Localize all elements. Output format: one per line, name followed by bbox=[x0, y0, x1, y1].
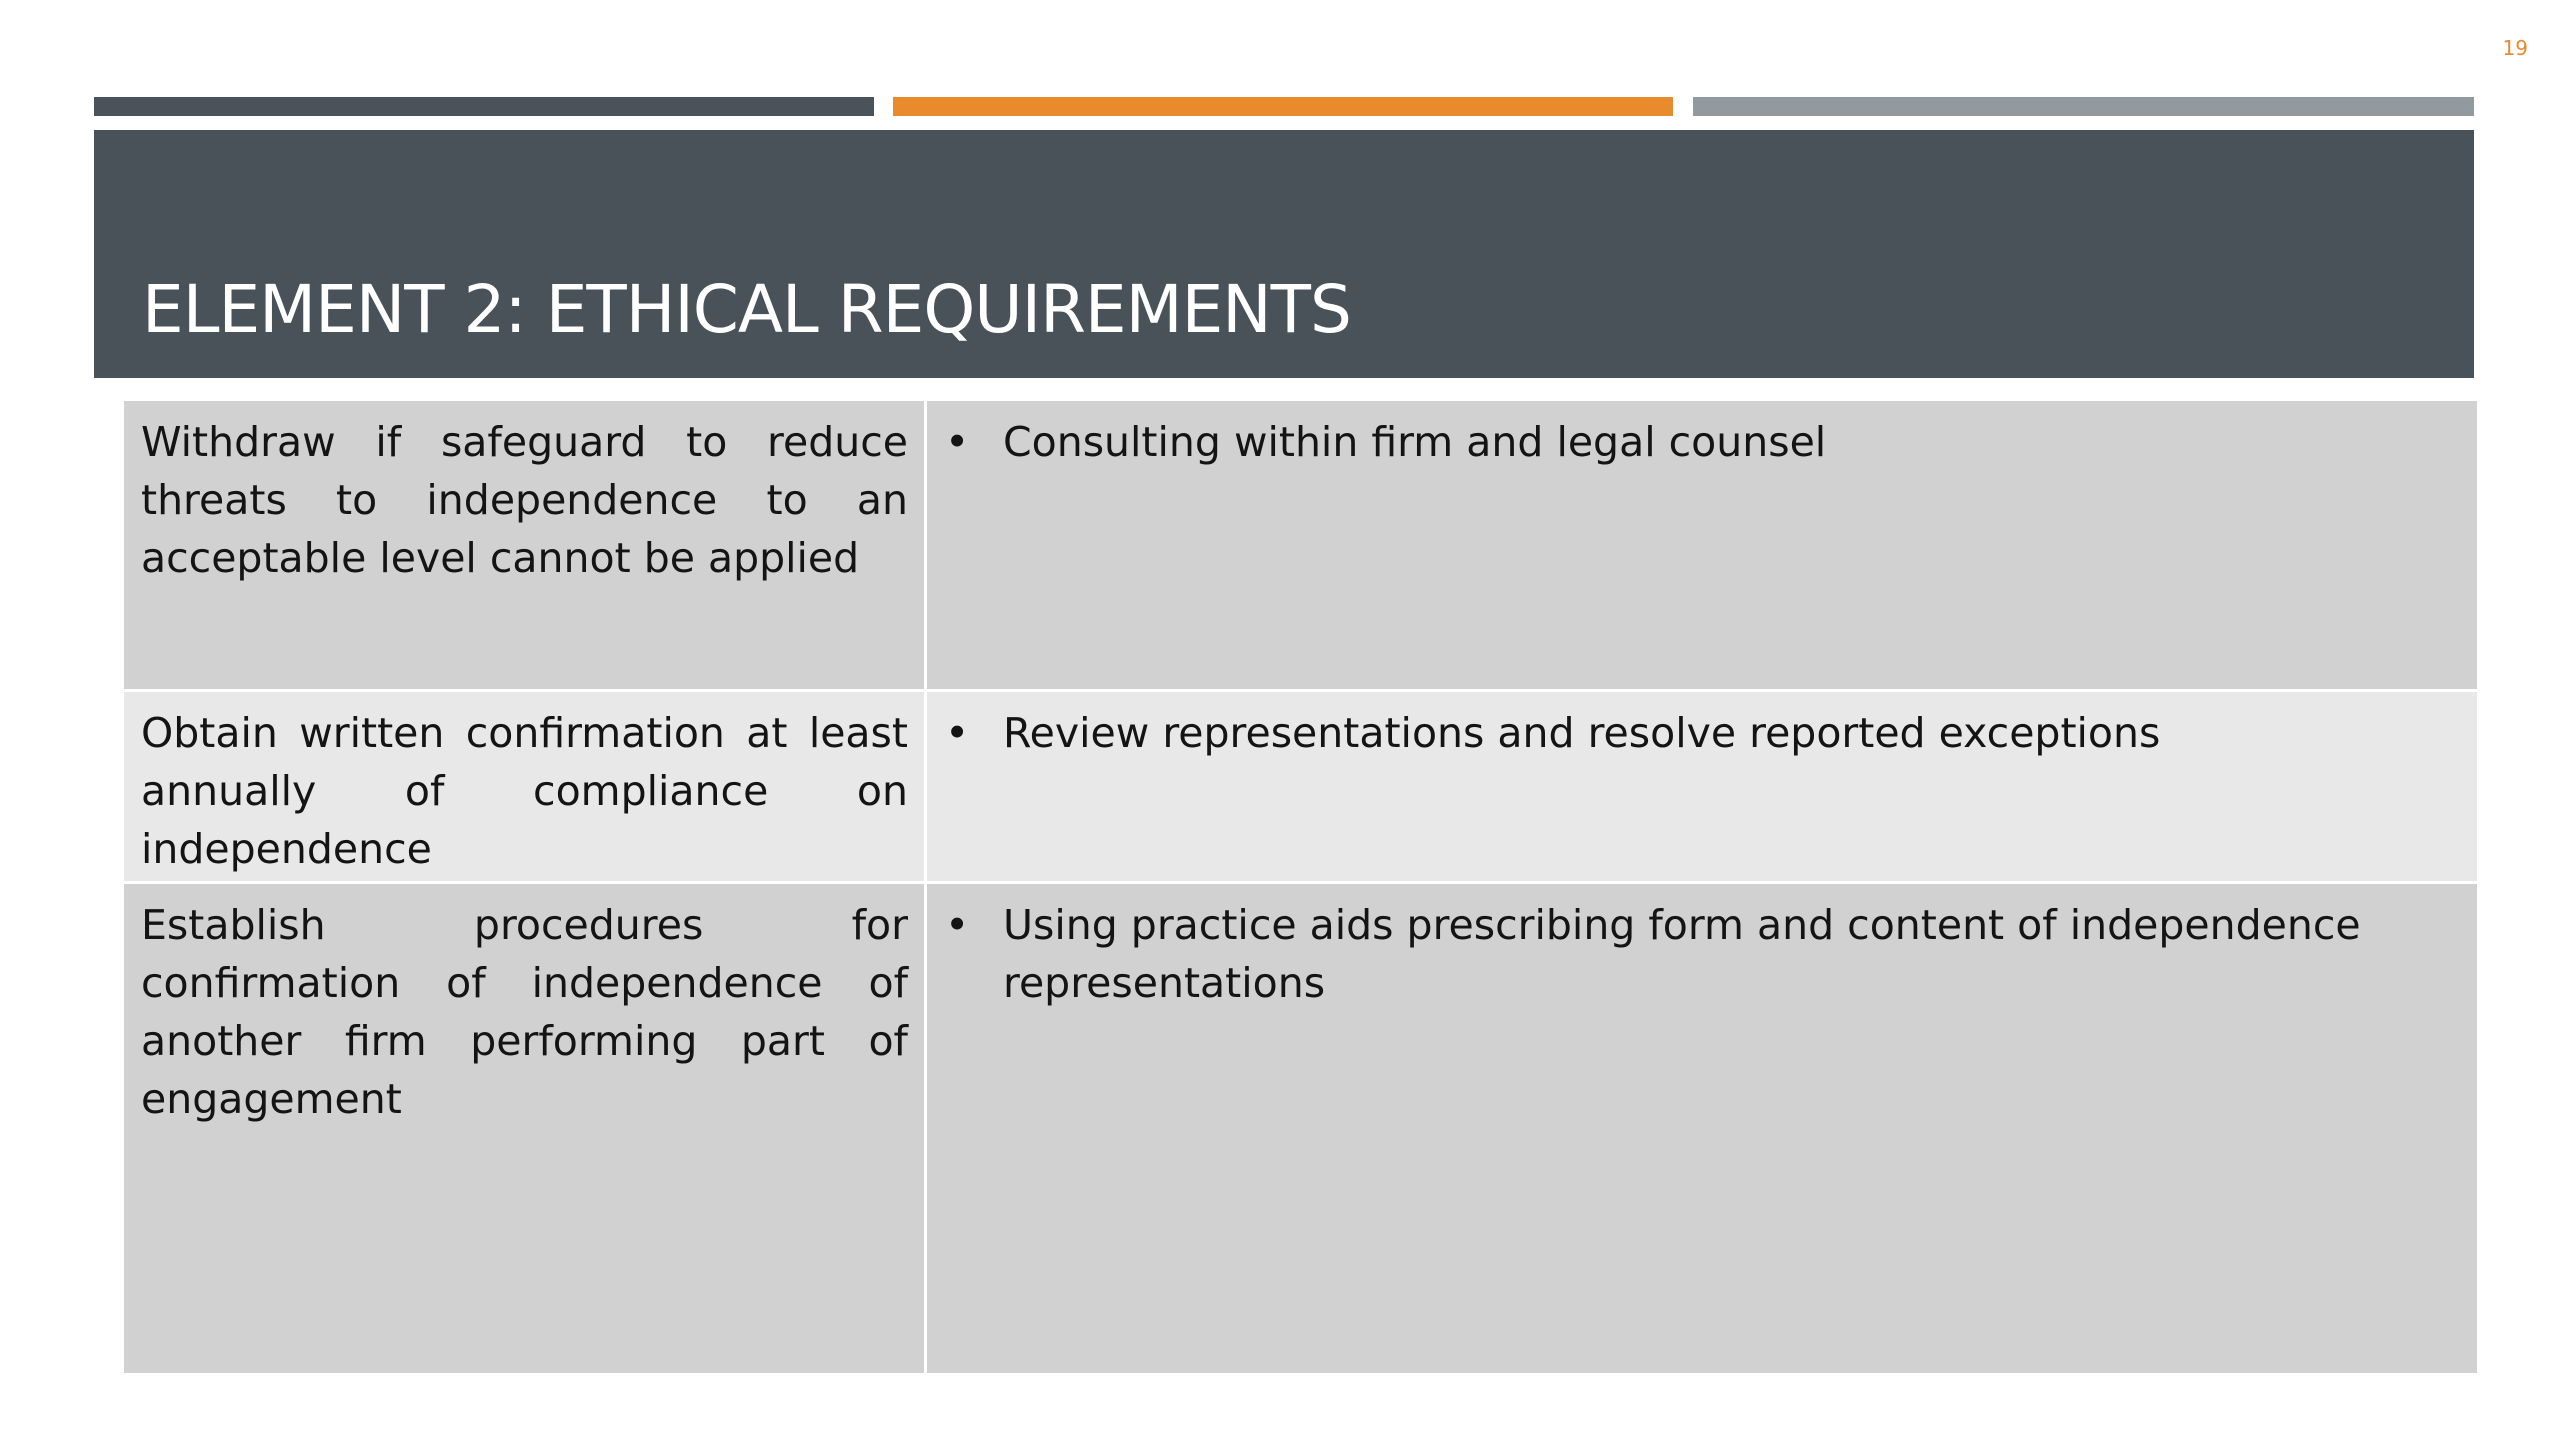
bullet-item bbox=[945, 413, 2437, 471]
table-row bbox=[124, 881, 2477, 1373]
table-row bbox=[124, 401, 2477, 689]
accent-bar-dark bbox=[94, 97, 874, 116]
bullet-icon: • bbox=[945, 418, 970, 466]
accent-bar-gray bbox=[1693, 97, 2474, 116]
table-row bbox=[124, 689, 2477, 881]
requirements-table bbox=[124, 401, 2477, 1373]
requirement-cell: Establish procedures for confirmation of independence of another firm performing part of engagement bbox=[124, 884, 927, 1373]
accent-bar-orange bbox=[893, 97, 1673, 116]
procedure-cell bbox=[927, 692, 2477, 881]
title-band bbox=[94, 130, 2474, 378]
procedure-cell bbox=[927, 401, 2477, 689]
bullet-item bbox=[945, 704, 2437, 762]
page-number: 19 bbox=[2502, 36, 2528, 60]
requirement-cell: Obtain written confirmation at least annually of compliance on independence bbox=[124, 692, 927, 881]
bullet-item bbox=[945, 896, 2437, 1012]
requirement-cell: Withdraw if safeguard to reduce threats to independence to an acceptable level cannot be applied bbox=[124, 401, 927, 689]
bullet-icon: • bbox=[945, 709, 970, 757]
procedure-text: Using practice aids prescribing form and content of independence representations bbox=[1003, 901, 2361, 1007]
procedure-text: Review representations and resolve reported exceptions bbox=[1003, 709, 2161, 757]
bullet-icon: • bbox=[945, 901, 970, 949]
procedure-text: Consulting within firm and legal counsel bbox=[1003, 418, 1827, 466]
procedure-cell bbox=[927, 884, 2477, 1373]
slide-title: ELEMENT 2: ETHICAL REQUIREMENTS bbox=[142, 271, 1351, 348]
